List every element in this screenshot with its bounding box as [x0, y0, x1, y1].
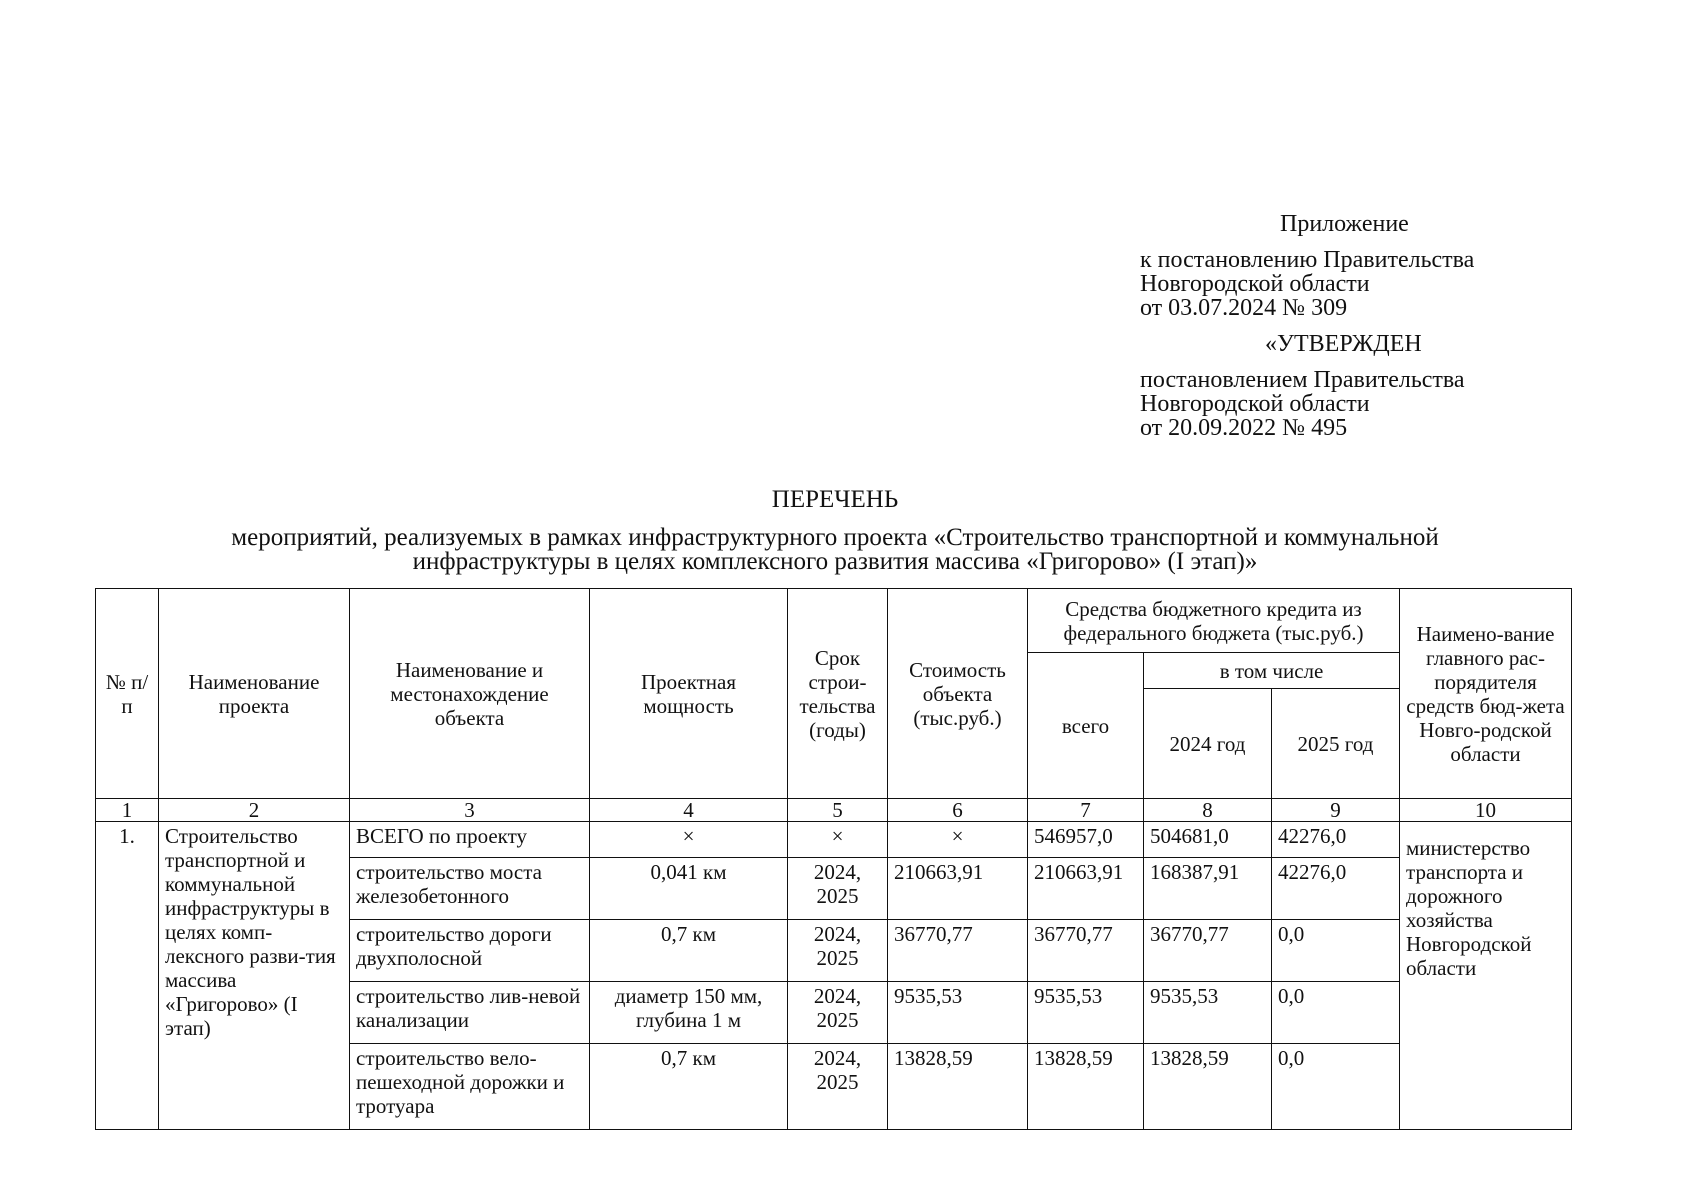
- object-term: 2024, 2025: [788, 1044, 888, 1130]
- object-capacity: 0,041 км: [590, 858, 788, 920]
- column-number: 3: [350, 799, 590, 822]
- appendix-label: Приложение: [1280, 211, 1409, 237]
- object-name: строительство лив-невой канализации: [350, 982, 590, 1044]
- column-number: 7: [1028, 799, 1144, 822]
- column-number-row: [96, 799, 1572, 822]
- credit-2024: 9535,53: [1144, 982, 1272, 1044]
- approved-label: «УТВЕРЖДЕН: [1265, 331, 1422, 357]
- object-cost: 9535,53: [888, 982, 1028, 1044]
- approval-line: от 20.09.2022 № 495: [1140, 415, 1348, 441]
- object-cost: ×: [888, 822, 1028, 858]
- project-number: 1.: [96, 822, 159, 1130]
- table-row: [96, 822, 1572, 858]
- credit-total: 546957,0: [1028, 822, 1144, 858]
- header-total: всего: [1028, 653, 1144, 799]
- header-object: Наименование и местонахождение объекта: [350, 589, 590, 799]
- object-cost: 13828,59: [888, 1044, 1028, 1130]
- column-number: 6: [888, 799, 1028, 822]
- object-capacity: ×: [590, 822, 788, 858]
- header-manager: Наимено-вание главного рас-порядителя средств бюд-жета Новго-родской области: [1400, 589, 1572, 799]
- column-number: 9: [1272, 799, 1400, 822]
- column-number: 4: [590, 799, 788, 822]
- credit-total: 13828,59: [1028, 1044, 1144, 1130]
- object-cost: 36770,77: [888, 920, 1028, 982]
- object-name: ВСЕГО по проекту: [350, 822, 590, 858]
- column-number: 10: [1400, 799, 1572, 822]
- credit-2024: 13828,59: [1144, 1044, 1272, 1130]
- object-capacity: 0,7 км: [590, 1044, 788, 1130]
- credit-2025: 42276,0: [1272, 822, 1400, 858]
- approval-line: от 03.07.2024 № 309: [1140, 295, 1348, 321]
- object-term: 2024, 2025: [788, 858, 888, 920]
- object-name: строительство дороги двухполосной: [350, 920, 590, 982]
- approval-line: Новгородской области: [1140, 391, 1370, 417]
- credit-2024: 36770,77: [1144, 920, 1272, 982]
- header-cost: Стоимость объекта (тыс.руб.): [888, 589, 1028, 799]
- column-number: 8: [1144, 799, 1272, 822]
- credit-2024: 504681,0: [1144, 822, 1272, 858]
- title-heading: ПЕРЕЧЕНЬ: [771, 486, 899, 513]
- header-capacity: Проектная мощность: [590, 589, 788, 799]
- object-term: ×: [788, 822, 888, 858]
- credit-2025: 0,0: [1272, 1044, 1400, 1130]
- title-line: мероприятий, реализуемых в рамках инфраструктурного проекта «Строительство транспортной и коммунальной: [231, 524, 1439, 551]
- object-term: 2024, 2025: [788, 920, 888, 982]
- credit-2025: 42276,0: [1272, 858, 1400, 920]
- header-credit: Средства бюджетного кредита из федерального бюджета (тыс.руб.): [1028, 589, 1400, 653]
- header-term: Срок строи-тельства (годы): [788, 589, 888, 799]
- approval-line: к постановлению Правительства: [1140, 247, 1475, 273]
- column-number: 5: [788, 799, 888, 822]
- header-2025: 2025 год: [1272, 689, 1400, 799]
- object-name: строительство моста железобетонного: [350, 858, 590, 920]
- approval-block: [1140, 212, 1620, 440]
- credit-total: 9535,53: [1028, 982, 1144, 1044]
- object-capacity: 0,7 км: [590, 920, 788, 982]
- manager-name: министерство транспорта и дорожного хозяйства Новгородской области: [1400, 822, 1572, 1130]
- header-project: Наименование проекта: [159, 589, 350, 799]
- header-including: в том числе: [1144, 653, 1400, 689]
- object-cost: 210663,91: [888, 858, 1028, 920]
- approval-line: постановлением Правительства: [1140, 367, 1465, 393]
- title-line: инфраструктуры в целях комплексного развития массива «Григорово» (I этап)»: [412, 548, 1258, 575]
- credit-total: 210663,91: [1028, 858, 1144, 920]
- header-2024: 2024 год: [1144, 689, 1272, 799]
- credit-2024: 168387,91: [1144, 858, 1272, 920]
- credit-2025: 0,0: [1272, 920, 1400, 982]
- object-term: 2024, 2025: [788, 982, 888, 1044]
- credit-2025: 0,0: [1272, 982, 1400, 1044]
- project-name: Строительство транспортной и коммунальной инфраструктуры в целях комп-лексного разви-тия массива «Григорово» (I этап): [159, 822, 350, 1130]
- object-capacity: диаметр 150 мм, глубина 1 м: [590, 982, 788, 1044]
- approval-line: Новгородской области: [1140, 271, 1370, 297]
- credit-total: 36770,77: [1028, 920, 1144, 982]
- measures-table: [95, 588, 1572, 1130]
- document-title: [80, 488, 1590, 574]
- column-number: 2: [159, 799, 350, 822]
- column-number: 1: [96, 799, 159, 822]
- object-name: строительство вело-пешеходной дорожки и тротуара: [350, 1044, 590, 1130]
- header-num: № п/п: [96, 589, 159, 799]
